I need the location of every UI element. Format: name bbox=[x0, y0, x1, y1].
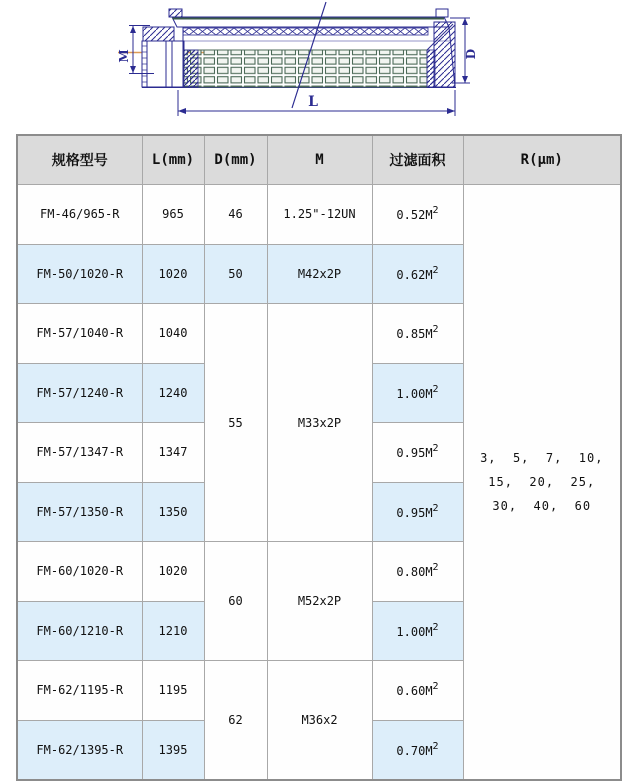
column-header-model: 规格型号 bbox=[17, 135, 142, 185]
column-header-length: L(mm) bbox=[142, 135, 204, 185]
cell-thread: M42x2P bbox=[267, 244, 372, 304]
spec-table-header bbox=[17, 135, 621, 185]
cell-diameter: 50 bbox=[204, 244, 267, 304]
cell-model: FM-60/1210-R bbox=[17, 601, 142, 661]
cell-model: FM-46/965-R bbox=[17, 185, 142, 245]
cell-diameter: 55 bbox=[204, 304, 267, 542]
column-header-diameter: D(mm) bbox=[204, 135, 267, 185]
filter-area-exponent: 2 bbox=[432, 621, 439, 633]
dim-label-m: M bbox=[117, 49, 131, 63]
cell-length: 1240 bbox=[142, 363, 204, 423]
filter-body bbox=[142, 9, 456, 88]
filter-technical-drawing bbox=[0, 0, 634, 132]
cell-filter-area: $0.95M^2$ bbox=[372, 423, 463, 483]
cell-micron-ratings bbox=[463, 185, 621, 781]
cell-length: 1020 bbox=[142, 244, 204, 304]
filter-area-exponent: 2 bbox=[432, 443, 439, 455]
cell-length: 1210 bbox=[142, 601, 204, 661]
cell-filter-area: $1.00M^2$ bbox=[372, 363, 463, 423]
filter-area-exponent: 2 bbox=[432, 502, 439, 514]
dimension-l bbox=[178, 90, 455, 116]
cell-thread: M52x2P bbox=[267, 542, 372, 661]
cell-length: 965 bbox=[142, 185, 204, 245]
cell-model: FM-57/1040-R bbox=[17, 304, 142, 364]
cell-length: 1195 bbox=[142, 661, 204, 721]
cell-length: 1040 bbox=[142, 304, 204, 364]
cell-thread: M33x2P bbox=[267, 304, 372, 542]
cell-model: FM-60/1020-R bbox=[17, 542, 142, 602]
cell-model: FM-57/1347-R bbox=[17, 423, 142, 483]
filter-area-exponent: 2 bbox=[432, 681, 439, 693]
cell-filter-area: $0.62M^2$ bbox=[372, 244, 463, 304]
cell-diameter: 62 bbox=[204, 661, 267, 781]
cell-thread: M36x2 bbox=[267, 661, 372, 781]
cell-model: FM-50/1020-R bbox=[17, 244, 142, 304]
cell-filter-area: $0.85M^2$ bbox=[372, 304, 463, 364]
spec-table-body bbox=[17, 185, 621, 781]
cell-model: FM-57/1240-R bbox=[17, 363, 142, 423]
filter-area-exponent: 2 bbox=[432, 205, 439, 217]
filter-drawing-svg bbox=[0, 0, 634, 132]
cell-filter-area: $0.70M^2$ bbox=[372, 720, 463, 780]
cell-filter-area: $0.60M^2$ bbox=[372, 661, 463, 721]
dim-label-d: D bbox=[464, 48, 478, 60]
micron-rating-line: 15, 20, 25, bbox=[488, 475, 596, 489]
column-header-micron-rating: R(μm) bbox=[463, 135, 621, 185]
spec-table bbox=[16, 134, 622, 781]
dim-label-l: L bbox=[308, 94, 318, 110]
header-row bbox=[17, 135, 621, 185]
cell-length: 1347 bbox=[142, 423, 204, 483]
cell-diameter: 60 bbox=[204, 542, 267, 661]
micron-rating-line: 30, 40, 60 bbox=[492, 499, 592, 513]
cell-filter-area: $0.52M^2$ bbox=[372, 185, 463, 245]
cell-model: FM-62/1195-R bbox=[17, 661, 142, 721]
cell-thread: 1.25"-12UN bbox=[267, 185, 372, 245]
table-row bbox=[17, 185, 621, 245]
cell-filter-area: $0.80M^2$ bbox=[372, 542, 463, 602]
filter-area-exponent: 2 bbox=[432, 324, 439, 336]
cell-model: FM-62/1395-R bbox=[17, 720, 142, 780]
filter-area-exponent: 2 bbox=[432, 264, 439, 276]
cell-filter-area: $1.00M^2$ bbox=[372, 601, 463, 661]
filter-area-exponent: 2 bbox=[432, 562, 439, 574]
cell-length: 1020 bbox=[142, 542, 204, 602]
column-header-thread: M bbox=[267, 135, 372, 185]
cell-filter-area: $0.95M^2$ bbox=[372, 482, 463, 542]
column-header-filter-area: 过滤面积 bbox=[372, 135, 463, 185]
cell-model: FM-57/1350-R bbox=[17, 482, 142, 542]
cell-length: 1395 bbox=[142, 720, 204, 780]
filter-area-exponent: 2 bbox=[432, 383, 439, 395]
micron-rating-line: 3, 5, 7, 10, bbox=[480, 451, 604, 465]
filter-area-exponent: 2 bbox=[432, 740, 439, 752]
cell-length: 1350 bbox=[142, 482, 204, 542]
cell-diameter: 46 bbox=[204, 185, 267, 245]
